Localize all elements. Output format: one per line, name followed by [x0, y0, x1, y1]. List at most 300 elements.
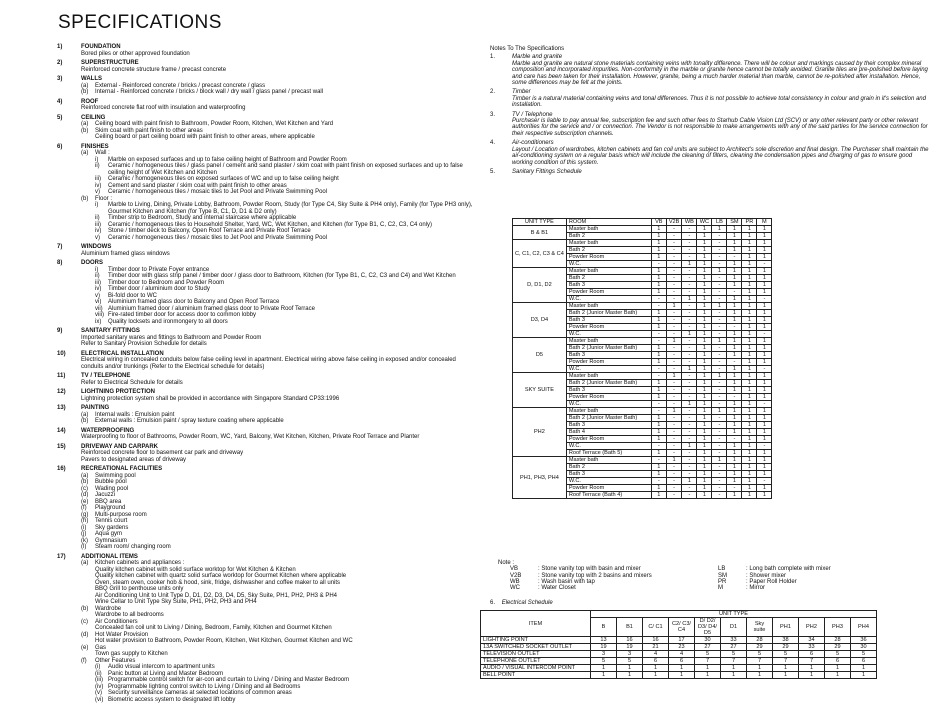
- electrical-row: [481, 637, 877, 644]
- sanitary-count: -: [666, 261, 682, 268]
- spec-body: [81, 244, 477, 257]
- legend-code: PR: [718, 578, 727, 585]
- sanitary-count: 1: [682, 331, 697, 338]
- sanitary-count: -: [712, 464, 727, 471]
- sanitary-count: 1: [697, 352, 712, 359]
- sanitary-room: W.C.: [566, 296, 651, 303]
- sanitary-count: 1: [727, 233, 742, 240]
- legend-meaning: : Stone vanity top with basin and mixer: [538, 566, 641, 573]
- spec-number: 16): [57, 466, 66, 472]
- spec-subitem-label: [81, 134, 95, 141]
- sanitary-count: 1: [666, 373, 682, 380]
- note-text: Marble and granite are natural stone materials containing veins with tonality difference. There will be colour and markings caused by their complex mineral composition and incorporated impurities. Non-conformity in the marble or granite hence cannot be totally avoided. Granite tiles are pre-polished before laying and care has been taken for their installation. However, granite, being a much harder material than marble, cannot be re-polished after installation. Hence, some differences may be felt at the joints.: [512, 60, 928, 87]
- sanitary-count: -: [682, 359, 697, 366]
- spec-subitem-text: Gymnasium: [95, 537, 128, 544]
- spec-subitem-label: (b): [81, 479, 89, 485]
- sanitary-count: -: [666, 471, 682, 478]
- spec-subitem-text: External walls : Emulsion paint / spray texture coating where applicable: [95, 418, 284, 424]
- spec-subitem-text: Oven, steam oven, cooker hob & hood, sink, fridge, dishwasher and coffee maker to all units: [95, 579, 341, 586]
- spec-subitem-text: Ceiling board or part ceiling board with paint finish to other areas, where applicable: [95, 134, 315, 140]
- sanitary-room: Bath 3: [566, 317, 651, 324]
- spec-heading: RECREATIONAL FACILITIES: [81, 466, 163, 472]
- sanitary-room: W.C.: [566, 401, 651, 408]
- sanitary-count: -: [682, 380, 697, 387]
- sanitary-count: -: [666, 394, 682, 401]
- spec-subitem-text: Town gas supply to Kitchen: [95, 651, 168, 657]
- electrical-item: BELL POINT: [481, 672, 591, 679]
- spec-subitem-label: (b): [81, 89, 89, 95]
- sanitary-count: -: [682, 485, 697, 492]
- electrical-header-row: [481, 611, 877, 618]
- sanitary-count: -: [727, 485, 742, 492]
- sanitary-count: 1: [697, 464, 712, 471]
- spec-roman-label: i): [95, 266, 99, 273]
- sanitary-count: -: [757, 331, 772, 338]
- sanitary-count: -: [712, 275, 727, 282]
- electrical-count: 28: [825, 637, 851, 644]
- spec-line: Reinforced concrete structure frame / precast concrete: [81, 66, 227, 73]
- sanitary-count: 1: [742, 401, 757, 408]
- sanitary-count: -: [666, 317, 682, 324]
- spec-number: 2): [57, 60, 63, 66]
- sanitary-count: 1: [666, 303, 682, 310]
- sanitary-count: 1: [757, 394, 772, 401]
- sanitary-count: 1: [651, 471, 666, 478]
- spec-section: [57, 554, 477, 704]
- spec-roman-text: Programmable lighting control switch to Living / Dining and all Bedrooms: [108, 683, 301, 690]
- sanitary-count: -: [712, 401, 727, 408]
- sanitary-count: -: [682, 352, 697, 359]
- sanitary-count: 1: [727, 457, 742, 464]
- electrical-count: 6: [825, 658, 851, 665]
- note-heading: Timber: [512, 89, 531, 96]
- sanitary-room: Bath 2 (Junior Master Bath): [566, 380, 651, 387]
- sanitary-count: -: [712, 429, 727, 436]
- spec-subitem-text: Other Features: [95, 657, 136, 664]
- spec-line: Electrical wiring in concealed conduits below false ceiling level in apartment. Electrical wiring above false ceiling in exposed and/or concealed conduits and/or trunkings (Refer to the Electrical schedule for details): [81, 357, 456, 370]
- sanitary-count: 1: [697, 233, 712, 240]
- sanitary-count: -: [712, 324, 727, 331]
- spec-line: Bored piles or other approved foundation: [81, 50, 190, 57]
- sanitary-count: 1: [757, 345, 772, 352]
- spec-line: Reinforced concrete flat roof with insulation and waterproofing: [81, 105, 246, 111]
- sanitary-room: Master bath: [566, 457, 651, 464]
- electrical-item: LIGHTING POINT: [481, 637, 591, 644]
- notes-heading: Notes To The Specifications: [490, 46, 565, 52]
- electrical-count: 7: [747, 658, 773, 665]
- spec-line: Aluminium framed glass windows: [81, 250, 170, 257]
- sanitary-count: 1: [757, 310, 772, 317]
- spec-heading: SUPERSTRUCTURE: [81, 60, 139, 66]
- electrical-unit-type: PH2: [799, 618, 825, 637]
- sanitary-count: 1: [757, 254, 772, 261]
- sanitary-count: 1: [742, 317, 757, 324]
- electrical-count: 5: [721, 651, 747, 658]
- sanitary-count: 1: [757, 450, 772, 457]
- electrical-count: 3: [617, 651, 643, 658]
- sanitary-count: 1: [682, 478, 697, 485]
- page-title: SPECIFICATIONS: [58, 12, 222, 33]
- sanitary-count: 1: [757, 471, 772, 478]
- sanitary-room: Master bath: [566, 373, 651, 380]
- sanitary-count: 1: [727, 492, 742, 499]
- sanitary-room: Bath 3: [566, 422, 651, 429]
- sanitary-count: -: [666, 485, 682, 492]
- electrical-count: 3: [591, 651, 617, 658]
- spec-subitem-text: Concealed fan coil unit to Living / Dining, Bedroom, Family, Kitchen and Gourmet Kitchen: [95, 625, 332, 631]
- spec-heading: CEILING: [81, 114, 106, 121]
- legend-meaning: : Paper Roll Holder: [746, 578, 797, 585]
- spec-roman-text: Aluminium framed door / aluminium framed glass door to Private Roof Terrace: [108, 305, 315, 312]
- sanitary-count: -: [666, 387, 682, 394]
- sanitary-room: W.C.: [566, 478, 651, 485]
- sanitary-count: -: [682, 289, 697, 296]
- sanitary-unit-type: B & B1: [513, 226, 567, 240]
- spec-roman-label: vii): [95, 305, 103, 312]
- sanitary-count: -: [712, 247, 727, 254]
- spec-subitem-text: Wine Cellar to Unit Type Sky Suite, PH1, PH2, PH3 and PH4: [95, 599, 257, 605]
- spec-heading: ELECTRICAL INSTALLATION: [81, 350, 164, 357]
- sanitary-count: 1: [742, 303, 757, 310]
- note-number: 2.: [490, 89, 496, 96]
- note-number: 4.: [490, 140, 496, 147]
- spec-roman-text: Ceramic / homogeneous tiles / glass panel / cement and sand plaster / skim coat with paint finish on exposed surfaces and up to false ceiling height of Wet Kitchen and Kitchen: [108, 163, 463, 176]
- sanitary-room: Bath 2: [566, 247, 651, 254]
- sanitary-count: -: [682, 268, 697, 275]
- sanitary-count: 1: [742, 450, 757, 457]
- spec-roman-text: Programmable control switch for air-con and curtain to Living / Dining and Master Bedroom: [108, 677, 350, 683]
- note-heading: Marble and granite: [512, 54, 563, 61]
- sanitary-count: -: [757, 296, 772, 303]
- sanitary-count: 1: [651, 247, 666, 254]
- sanitary-count: 1: [757, 485, 772, 492]
- sanitary-count: 1: [757, 275, 772, 282]
- sanitary-count: 1: [757, 233, 772, 240]
- sanitary-count: 1: [697, 436, 712, 443]
- spec-subitem-text: Multi-purpose room: [95, 511, 147, 518]
- spec-subitem-text: Hot water provision to Bathroom, Powder Room, Kitchen, Wet Kitchen, Gourmet Kitchen and WC: [95, 638, 353, 644]
- sanitary-room: Roof Terrace (Bath 5): [566, 450, 651, 457]
- sanitary-room: Master bath: [566, 240, 651, 247]
- spec-heading: DRIVEWAY AND CARPARK: [81, 443, 159, 450]
- spec-subitem-label: (a): [81, 472, 89, 479]
- sanitary-count: 1: [682, 366, 697, 373]
- electrical-count: 19: [617, 644, 643, 651]
- sanitary-room: Powder Room: [566, 254, 651, 261]
- spec-subitem-text: Internal - Reinforced concrete / bricks / block wall / dry wall / glass panel / precast wall: [95, 89, 324, 95]
- electrical-unit-type: B1: [617, 618, 643, 637]
- electrical-count: 5: [747, 651, 773, 658]
- sanitary-count: -: [682, 233, 697, 240]
- sanitary-count: 1: [697, 254, 712, 261]
- sanitary-count: 1: [727, 352, 742, 359]
- sanitary-count: 1: [697, 415, 712, 422]
- sanitary-count: -: [666, 310, 682, 317]
- note-item: [490, 54, 930, 86]
- sanitary-count: 1: [742, 310, 757, 317]
- sanitary-count: 1: [682, 261, 697, 268]
- sanitary-count: 1: [757, 415, 772, 422]
- sanitary-count: 1: [697, 331, 712, 338]
- sanitary-count: -: [682, 422, 697, 429]
- sanitary-room: Bath 2: [566, 464, 651, 471]
- electrical-count: 29: [773, 644, 799, 651]
- sanitary-count: -: [666, 429, 682, 436]
- sanitary-row: [513, 373, 772, 380]
- electrical-count: 1: [773, 672, 799, 679]
- sanitary-count: 1: [666, 408, 682, 415]
- spec-body: [81, 405, 477, 425]
- sanitary-count: 1: [742, 289, 757, 296]
- sanitary-count: -: [666, 380, 682, 387]
- sanitary-count: 1: [727, 471, 742, 478]
- sanitary-unit-type: C, C1, C2, C3 & C4: [513, 240, 567, 268]
- sanitary-count: 1: [742, 366, 757, 373]
- spec-roman-label: (iii): [95, 677, 103, 683]
- legend-meaning: : Mirror: [746, 585, 765, 592]
- spec-roman-label: ii): [95, 273, 100, 279]
- electrical-schedule-title: Electrical Schedule: [501, 600, 553, 606]
- electrical-unit-type: PH1: [773, 618, 799, 637]
- sanitary-count: 1: [727, 415, 742, 422]
- sanitary-room: Bath 2 (Junior Master Bath): [566, 310, 651, 317]
- spec-subitem-label: (e): [81, 498, 89, 505]
- spec-section: [57, 244, 477, 257]
- sanitary-count: 1: [651, 450, 666, 457]
- sanitary-count: -: [682, 247, 697, 254]
- legend-code: M: [718, 585, 723, 592]
- sanitary-count: 1: [727, 226, 742, 233]
- spec-heading: TV / TELEPHONE: [81, 373, 131, 379]
- spec-roman-text: Security surveillance cameras at selected locations of common areas: [108, 690, 292, 696]
- sanitary-unit-type: SKY SUITE: [513, 373, 567, 408]
- sanitary-row: [513, 457, 772, 464]
- spec-roman-text: Ceramic / homogeneous tiles on exposed surfaces of WC and up to false ceiling height: [108, 176, 339, 182]
- sanitary-count: 1: [757, 492, 772, 499]
- electrical-count: 13: [591, 637, 617, 644]
- spec-roman-item: [81, 697, 477, 704]
- spec-line: Reinforced concrete floor to basement car park and driveway: [81, 450, 244, 456]
- sanitary-count: 1: [757, 436, 772, 443]
- sanitary-count: 1: [727, 373, 742, 380]
- spec-line: Refer to Sanitary Provision Schedule for details: [81, 341, 207, 347]
- sanitary-count: -: [712, 485, 727, 492]
- note-heading: TV / Telephone: [512, 111, 553, 118]
- electrical-count: 4: [643, 651, 669, 658]
- spec-subitem-text: Wardrobe to all bedrooms: [95, 612, 164, 618]
- sanitary-count: 1: [697, 471, 712, 478]
- sanitary-count: 1: [727, 310, 742, 317]
- spec-roman-text: Timber door to Bedroom and Powder Room: [108, 279, 225, 286]
- sanitary-header-cell: UNIT TYPE: [513, 219, 567, 226]
- sanitary-count: -: [666, 268, 682, 275]
- sanitary-room: Master bath: [566, 338, 651, 345]
- sanitary-count: -: [666, 275, 682, 282]
- electrical-count: 1: [591, 665, 617, 672]
- notes-section: [490, 46, 930, 178]
- sanitary-room: Master bath: [566, 408, 651, 415]
- sanitary-count: 1: [651, 226, 666, 233]
- sanitary-count: -: [651, 296, 666, 303]
- note-number: 5.: [490, 168, 496, 175]
- spec-heading: WALLS: [81, 76, 102, 82]
- sanitary-count: 1: [757, 352, 772, 359]
- sanitary-count: 1: [727, 401, 742, 408]
- sanitary-count: 1: [757, 373, 772, 380]
- spec-line: Pavers to designated areas of driveway: [81, 456, 187, 463]
- spec-subitem-label: (a): [81, 150, 89, 156]
- sanitary-header-cell: M: [757, 219, 772, 226]
- sanitary-count: 1: [757, 380, 772, 387]
- electrical-count: 5: [851, 651, 877, 658]
- spec-heading: ADDITIONAL ITEMS: [81, 553, 138, 560]
- sanitary-room: Powder Room: [566, 436, 651, 443]
- sanitary-unit-type: D5: [513, 338, 567, 373]
- sanitary-count: 1: [742, 373, 757, 380]
- electrical-unit-type: B: [591, 618, 617, 637]
- spec-subitem-text: Swimming pool: [95, 472, 136, 479]
- spec-section: [57, 444, 477, 464]
- spec-roman-label: iii): [95, 221, 101, 228]
- spec-number: 7): [57, 244, 63, 250]
- sanitary-count: 1: [757, 387, 772, 394]
- sanitary-count: -: [682, 240, 697, 247]
- sanitary-header-cell: VB: [651, 219, 666, 226]
- sanitary-count: 1: [727, 247, 742, 254]
- electrical-count: 19: [591, 644, 617, 651]
- sanitary-count: 1: [712, 338, 727, 345]
- sanitary-count: 1: [651, 422, 666, 429]
- sanitary-count: 1: [697, 240, 712, 247]
- sanitary-count: 1: [757, 324, 772, 331]
- spec-roman-label: v): [95, 292, 100, 299]
- sanitary-header-cell: WB: [682, 219, 697, 226]
- spec-body: [81, 99, 477, 112]
- spec-subitem-label: (d): [81, 631, 89, 638]
- sanitary-count: 1: [727, 408, 742, 415]
- spec-body: [81, 44, 477, 57]
- sanitary-count: 1: [742, 352, 757, 359]
- spec-subitem-text: Air Conditioners: [95, 618, 138, 625]
- sanitary-count: 1: [651, 345, 666, 352]
- spec-subitem-label: (e): [81, 644, 89, 651]
- electrical-count: 21: [643, 644, 669, 651]
- sanitary-count: 1: [742, 436, 757, 443]
- spec-subitem-label: (c): [81, 618, 88, 625]
- electrical-count: 7: [695, 658, 721, 665]
- spec-subitem-label: (g): [81, 511, 89, 518]
- sanitary-count: 1: [651, 415, 666, 422]
- sanitary-count: -: [666, 415, 682, 422]
- spec-roman-item: [81, 235, 477, 242]
- sanitary-count: 1: [651, 282, 666, 289]
- sanitary-count: -: [666, 324, 682, 331]
- sanitary-count: -: [727, 394, 742, 401]
- sanitary-count: 1: [712, 268, 727, 275]
- sanitary-count: -: [651, 373, 666, 380]
- sanitary-count: -: [682, 464, 697, 471]
- sanitary-count: 1: [742, 254, 757, 261]
- sanitary-count: 1: [742, 415, 757, 422]
- note-text: Timber is a natural material containing veins and tonal differences. Thus it is not possible to achieve total consistency in colour and grain in it's selection and installation.: [512, 95, 926, 109]
- spec-line: Lightning protection system shall be provided in accordance with Singapore Standard CP33:1996: [81, 395, 340, 402]
- sanitary-count: 1: [727, 478, 742, 485]
- spec-subitem-label: (c): [81, 485, 88, 492]
- electrical-schedule-heading: [490, 600, 553, 606]
- electrical-item: TELEPHONE OUTLET: [481, 658, 591, 665]
- sanitary-header-cell: LB: [712, 219, 727, 226]
- sanitary-count: -: [712, 254, 727, 261]
- spec-subitem-text: Bubble pool: [95, 479, 127, 485]
- spec-roman-label: ii): [95, 215, 100, 221]
- sanitary-count: -: [727, 324, 742, 331]
- sanitary-count: -: [712, 366, 727, 373]
- spec-subitem-text: Floor :: [95, 195, 113, 202]
- sanitary-count: 1: [742, 387, 757, 394]
- sanitary-count: 1: [727, 282, 742, 289]
- sanitary-count: 1: [697, 366, 712, 373]
- spec-section: [57, 373, 477, 386]
- spec-roman-text: Ceramic / homogeneous tiles / mosaic tiles to Jet Pool and Private Swimming Pool: [108, 234, 328, 241]
- note-item: [490, 112, 930, 138]
- sanitary-count: -: [666, 345, 682, 352]
- sanitary-count: -: [666, 282, 682, 289]
- spec-number: 11): [57, 373, 66, 379]
- sanitary-header-cell: WC: [697, 219, 712, 226]
- sanitary-count: -: [651, 401, 666, 408]
- electrical-count: 5: [825, 651, 851, 658]
- spec-roman-label: (i): [95, 664, 101, 670]
- sanitary-count: -: [666, 254, 682, 261]
- note-body: [512, 112, 930, 138]
- sanitary-count: 1: [757, 317, 772, 324]
- spec-subitem-label: (b): [81, 195, 89, 202]
- sanitary-count: -: [712, 289, 727, 296]
- electrical-count: 1: [825, 672, 851, 679]
- spec-number: 17): [57, 553, 66, 560]
- electrical-count: 5: [695, 651, 721, 658]
- sanitary-count: 1: [682, 296, 697, 303]
- sanitary-count: 1: [697, 345, 712, 352]
- sanitary-count: 1: [742, 394, 757, 401]
- sanitary-count: -: [712, 422, 727, 429]
- sanitary-count: -: [712, 450, 727, 457]
- spec-subitem-label: (a): [81, 411, 89, 418]
- spec-roman-text: Bi-fold door to WC: [108, 292, 158, 299]
- sanitary-count: 1: [742, 324, 757, 331]
- sanitary-count: 1: [757, 464, 772, 471]
- sanitary-count: 1: [742, 226, 757, 233]
- sanitary-count: -: [712, 240, 727, 247]
- electrical-item: AUDIO / VISUAL INTERCOM POINT: [481, 665, 591, 672]
- electrical-count: 7: [799, 658, 825, 665]
- spec-body: [81, 60, 477, 73]
- electrical-row: [481, 672, 877, 679]
- spec-roman-text: Timber door with glass strip panel / timber door / glass door to Bathroom, Kitchen (for Type B1, C, C2, C3 and C4) and Wet Kitchen: [108, 273, 456, 279]
- sanitary-header-cell: SM: [727, 219, 742, 226]
- sanitary-count: 1: [757, 422, 772, 429]
- electrical-count: 1: [721, 665, 747, 672]
- spec-body: [81, 144, 477, 242]
- electrical-count: 1: [591, 672, 617, 679]
- sanitary-count: -: [666, 422, 682, 429]
- spec-subitem: [81, 544, 477, 551]
- spec-body: [81, 351, 477, 371]
- electrical-row: [481, 658, 877, 665]
- spec-roman-label: iii): [95, 279, 101, 286]
- sanitary-room: Bath 3: [566, 387, 651, 394]
- spec-subitem-text: Jacuzzi: [95, 492, 116, 498]
